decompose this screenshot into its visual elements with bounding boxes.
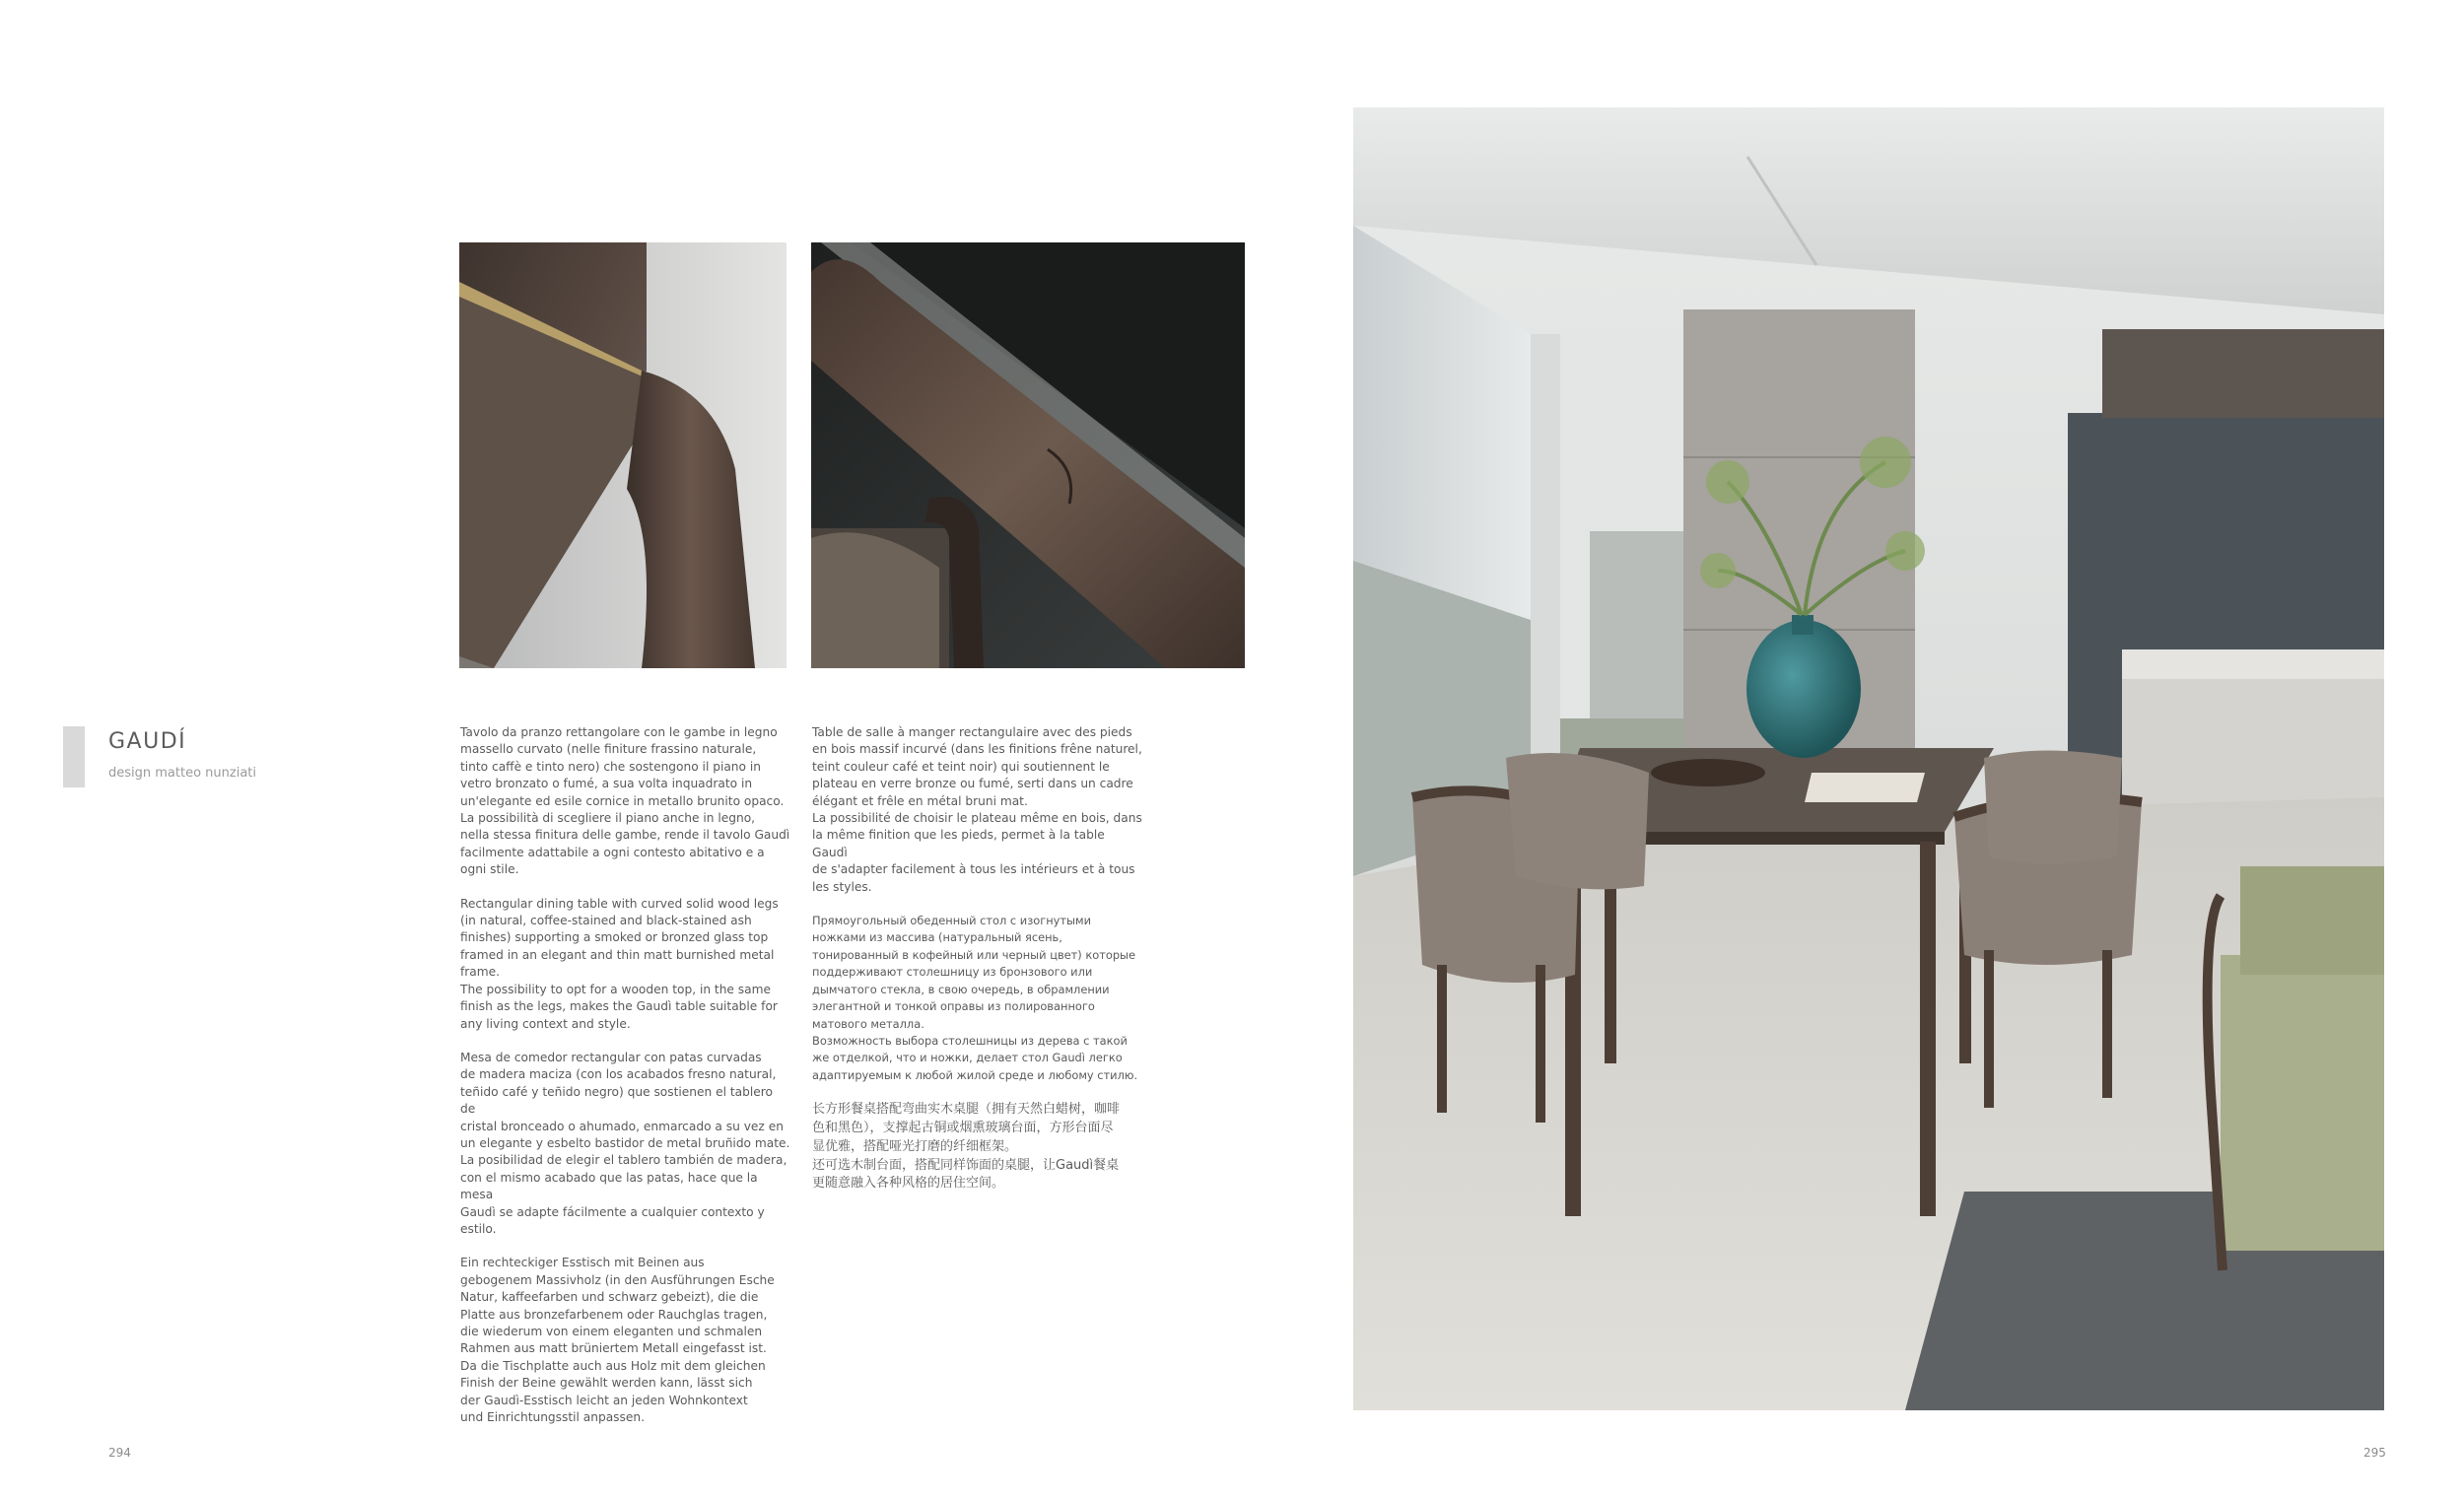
title-marker bbox=[63, 726, 85, 787]
description-german: Ein rechteckiger Esstisch mit Beinen aus gebogenem Massivholz (in den Ausführungen Esche Natur, kaffeefarben und schwarz gebeizt), die die Platte aus bronzefarbenem oder Rauchglas tragen, die wiederum von einem eleganten und schmalen Rahmen aus matt brüniertem Metall eingefasst ist. Da die Tischplatte auch aus Holz mit dem gleichen Finish der Beine gewählt werden kann, lässt sich der Gaudì-Esstisch leicht an jeden Wohnkontext und Einrichtungsstil anpassen. bbox=[460, 1256, 775, 1425]
description-russian: Прямоугольный обеденный стол с изогнутыми ножками из массива (натуральный ясень, тонированный в кофейный или черный цвет) которые поддерживают столешницу из бронзового или дымчатого стекла, в свою очередь, в обрамлении элегантной и тонкой оправы из полированного матового металла. Возможность выбора столешницы из дерева с такой же отделкой, что и ножки, делает стол Gaudì легко адаптируемым к любой жилой среде и любому стилю. bbox=[812, 914, 1138, 1082]
description-column-left bbox=[460, 724, 790, 1443]
description-italian: Tavolo da pranzo rettangolare con le gambe in legno massello curvato (nelle finiture frassino naturale, tinto caffè e tinto nero) che sostengono il piano in vetro bronzato o fumé, a sua volta inquadrato in un'elegante ed esile cornice in metallo brunito opaco. La possibilità di scegliere il piano anche in legno, nella stessa finitura delle gambe, rende il tavolo Gaudì facilmente adattabile a ogni contesto abitativo e a ogni stile. bbox=[460, 725, 790, 877]
description-column-right bbox=[812, 724, 1142, 1210]
product-title: GAUDÍ bbox=[108, 729, 187, 754]
leg-joint-detail-photo bbox=[811, 242, 1245, 668]
description-chinese: 长方形餐桌搭配弯曲实木桌腿（拥有天然白蜡树，咖啡 色和黑色），支撑起古铜或烟熏玻璃台面，方形台面尽 显优雅，搭配哑光打磨的纤细框架。 还可选木制台面，搭配同样饰面的桌腿，让Gaudì餐桌 更随意融入各种风格的居住空间。 bbox=[812, 1102, 1121, 1192]
page-number-left: 294 bbox=[108, 1446, 131, 1460]
description-spanish: Mesa de comedor rectangular con patas curvadas de madera maciza (con los acabados fresno natural, teñido café y teñido negro) que sostienen el tablero de cristal bronceado o ahumado, enmarcado a su vez en un elegante y esbelto bastidor de metal bruñido mate. La posibilidad de elegir el tablero también de madera, con el mismo acabado que las patas, hace que la mesa Gaudì se adapte fácilmente a cualquier contexto y estilo. bbox=[460, 1050, 790, 1236]
description-english: Rectangular dining table with curved solid wood legs (in natural, coffee-stained and black-stained ash finishes) supporting a smoked or bronzed glass top framed in an elegant and thin matt burnished metal frame. The possibility to opt for a wooden top, in the same finish as the legs, makes the Gaudì table suitable for any living context and style. bbox=[460, 896, 779, 1031]
designer-credit: design matteo nunziati bbox=[108, 766, 256, 781]
description-french: Table de salle à manger rectangulaire avec des pieds en bois massif incurvé (dans les finitions frêne naturel, teint couleur café et teint noir) qui soutiennent le plateau en verre bronze ou fumé, serti dans un cadre élégant et frêle en métal bruni mat. La possibilité de choisir le plateau même en bois, dans la même finition que les pieds, permet à la table Gaudì de s'adapter facilement à tous les intérieurs et à tous les styles. bbox=[812, 725, 1142, 894]
table-corner-detail-photo bbox=[459, 242, 787, 668]
page-number-right: 295 bbox=[2363, 1446, 2386, 1460]
dining-room-photo bbox=[1353, 107, 2384, 1410]
